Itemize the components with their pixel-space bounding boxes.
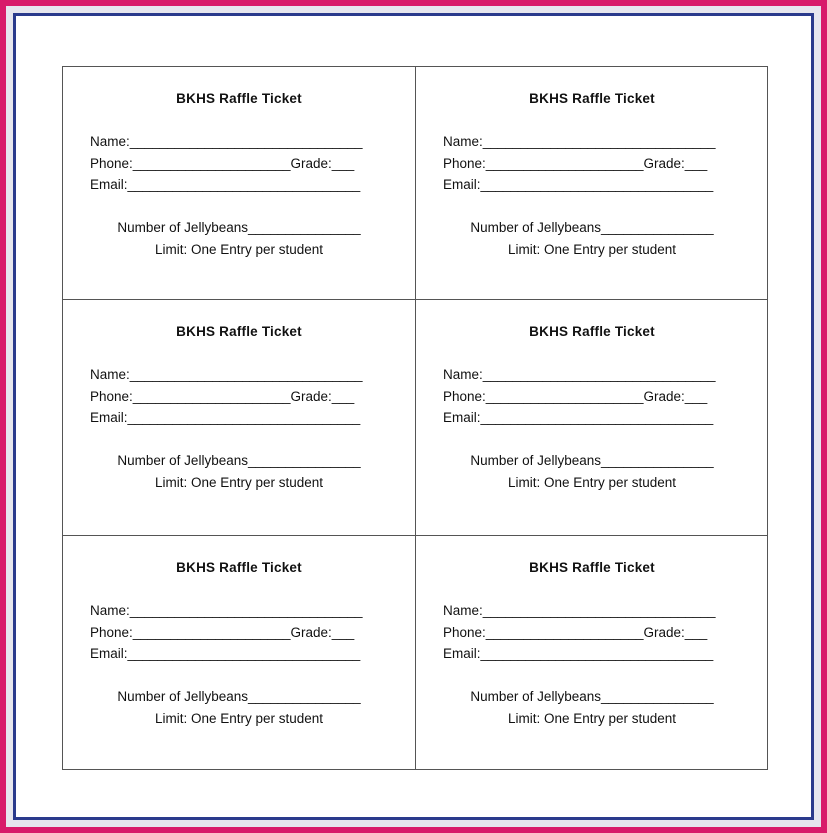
ticket-title: BKHS Raffle Ticket [176, 324, 302, 339]
phone-grade-field: Phone:_____________________Grade:___ [443, 625, 708, 640]
name-field: Name:_______________________________ [90, 134, 363, 149]
name-field: Name:_______________________________ [443, 603, 716, 618]
email-field: Email:_______________________________ [90, 410, 361, 425]
ticket-title: BKHS Raffle Ticket [529, 91, 655, 106]
email-field: Email:_______________________________ [90, 646, 361, 661]
entry-limit-text: Limit: One Entry per student [507, 711, 677, 726]
name-field: Name:_______________________________ [443, 367, 716, 382]
jellybeans-field: Number of Jellybeans_______________ [117, 220, 361, 235]
phone-grade-field: Phone:_____________________Grade:___ [443, 389, 708, 404]
entry-limit-text: Limit: One Entry per student [154, 242, 324, 257]
email-field: Email:_______________________________ [443, 410, 714, 425]
ticket-title: BKHS Raffle Ticket [529, 324, 655, 339]
ticket-title: BKHS Raffle Ticket [529, 560, 655, 575]
name-field: Name:_______________________________ [443, 134, 716, 149]
ticket-title: BKHS Raffle Ticket [176, 560, 302, 575]
email-field: Email:_______________________________ [443, 646, 714, 661]
raffle-ticket [63, 536, 416, 769]
raffle-ticket [416, 300, 768, 536]
ticket-title: BKHS Raffle Ticket [176, 91, 302, 106]
phone-grade-field: Phone:_____________________Grade:___ [90, 156, 355, 171]
phone-grade-field: Phone:_____________________Grade:___ [90, 625, 355, 640]
entry-limit-text: Limit: One Entry per student [507, 475, 677, 490]
entry-limit-text: Limit: One Entry per student [507, 242, 677, 257]
jellybeans-field: Number of Jellybeans_______________ [470, 453, 714, 468]
jellybeans-field: Number of Jellybeans_______________ [117, 453, 361, 468]
entry-limit-text: Limit: One Entry per student [154, 711, 324, 726]
raffle-ticket [63, 300, 416, 536]
ticket-grid [62, 66, 768, 770]
jellybeans-field: Number of Jellybeans_______________ [470, 689, 714, 704]
email-field: Email:_______________________________ [90, 177, 361, 192]
name-field: Name:_______________________________ [90, 603, 363, 618]
raffle-ticket [416, 67, 768, 300]
jellybeans-field: Number of Jellybeans_______________ [117, 689, 361, 704]
email-field: Email:_______________________________ [443, 177, 714, 192]
jellybeans-field: Number of Jellybeans_______________ [470, 220, 714, 235]
name-field: Name:_______________________________ [90, 367, 363, 382]
raffle-ticket [63, 67, 416, 300]
entry-limit-text: Limit: One Entry per student [154, 475, 324, 490]
phone-grade-field: Phone:_____________________Grade:___ [90, 389, 355, 404]
phone-grade-field: Phone:_____________________Grade:___ [443, 156, 708, 171]
raffle-ticket [416, 536, 768, 769]
